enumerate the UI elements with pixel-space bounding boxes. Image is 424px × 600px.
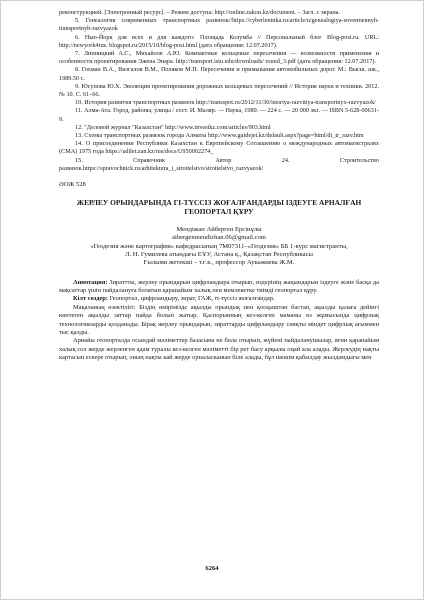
reference-item	[59, 66, 379, 82]
reference-text: Нью-Йорк для всех и для каждого: Площадь Колумба // Персональный блог Blog-post.ru. URL: http://newyork4rus. blogspot.ru/2015/10/blog-post.html (дата обращения: 12.07.2017).	[59, 33, 380, 49]
reference-number: 8.	[75, 66, 80, 74]
page-content	[59, 9, 379, 363]
reference-number: 12.	[75, 123, 83, 131]
supervisor: Ғылыми жетекші – т.ғ.к., профессор Аукажиева Ж.М.	[143, 259, 295, 267]
article-title: ЖЕРЛЕУ ОРЫНДАРЫНДА ГІ-ТҮССІЗ ЖОҒАЛҒАНДАРДЫ ІЗДЕУГЕ АРНАЛҒАН ГЕОПОРТАЛ ҚҰРУ	[76, 198, 362, 217]
reference-text: Схемы транспортных развязок города Алматы http://www.guidejet.kz/default.aspx?page=html/di_tr_razv.htm	[84, 132, 364, 140]
reference-item	[59, 17, 379, 33]
abstract-text: Зираттты, жерлеу орындарын цифрландыра отырып, өздерінің жақындарын іздеуге және басқа да мақсаттар үшін пайдалануға болатын қарапайым халық пен мемлекетке тиімді геопортал құру.	[59, 278, 379, 294]
reference-item	[59, 157, 379, 173]
reference-item	[59, 50, 379, 66]
reference-item	[59, 124, 379, 132]
abstract-label: Аннотация:	[73, 278, 108, 286]
reference-text: Алма-Ата. Город, районы, улицы / сост. И. Маляр. — Наука, 1989. — 224 с. — 20 000 экз. — ISBN 5-628-00631-9.	[59, 107, 379, 123]
reference-continuation: реконструкцией. [Электронный ресурс]. – Режим доступа: http://online.zakon.kz/document. – Загл. с экрана.	[59, 9, 340, 16]
reference-item	[59, 83, 379, 99]
reference-number: 7.	[75, 50, 80, 58]
reference-number: 14.	[75, 140, 83, 148]
reference-text: О присоединении Республики Казахстан к Европейскому Соглашению о международных автомагистралях (СМА) 1975 года https://adilet.zan.kz/rus/docs/U950002274_	[59, 140, 379, 156]
keywords-paragraph	[59, 295, 379, 303]
reference-number: 9.	[75, 82, 80, 90]
reference-item	[59, 34, 379, 50]
reference-list	[59, 9, 379, 173]
affiliation-department: «Геодезия және картография» кафедрасының 7М07311–«Геодезия» ББ 1-курс магистранты,	[90, 242, 348, 250]
author-email-link[interactable]: aibergenmendizhan.06@gmail.com	[172, 234, 266, 242]
keywords-label: Кілт сөздер:	[73, 295, 108, 303]
abstract-paragraph	[59, 279, 379, 296]
keywords-text: Геопортал, цифрландыру, зират, ГАЖ, гі-түссіз жоғалғандар.	[109, 295, 275, 303]
reference-number: 15.	[75, 156, 83, 164]
udc-code: ӘОЖ 528	[59, 181, 86, 189]
body-paragraph: Арнайы геопорталда осындай мәліметтер базасына не бола отырып, жүйені пайдаланушылар, яғни қарапайым халық сол жерде жерленген адам туралы кез-келген мәліметті бір рет басу арқылы оңай ала алады. Жерлеудің нақты картасын ескере отырып, оның нақты кай жерде орналасканын біле алады, бұл шешім қабылдау жылдамдығы мен	[59, 337, 379, 362]
author-block	[59, 226, 379, 267]
reference-number: 11.	[75, 107, 83, 115]
author-name: Мендіжан Айберген Ерсінұлы	[176, 226, 262, 234]
reference-number: 13.	[75, 132, 83, 140]
page-number: 6264	[205, 565, 219, 572]
reference-item	[59, 132, 379, 140]
reference-item	[59, 99, 379, 107]
reference-text: "Деловой журнал "Казахстан" http://www.investkz.com/articles/903.html	[84, 123, 271, 131]
abstract-section	[59, 279, 379, 363]
reference-text: Генеалогия современных транспортных развязок//https://cyberleninka.ru/article/n/genealogiya-sovremennyh-transportnyh-razvyazok	[59, 17, 379, 33]
affiliation-university: Л. Н. Гумилева атындағы ЕҰУ, Астана қ., Қазақстан Республикасы	[125, 250, 313, 258]
reference-text: Гохман В.А., Визгалов В.М., Поляков М.П. Пересечения и примыкания автомобильных дорог. М.: Высш. шк., 1989.50 с.	[59, 66, 380, 82]
reference-item	[59, 140, 379, 156]
reference-text: Юсупова Ю.Х. Эволюция проектирования дорожных кольцевых пересечений // История науки и техники. 2012. № 10. С. 61–66.	[59, 82, 380, 99]
reference-text: История развития транспортных развязок http://transspot.ru/2012/11/30/istoriya-razvitiya-transportnyx-razvyazok/	[84, 99, 376, 107]
reference-items	[59, 17, 379, 173]
reference-number: 5.	[75, 17, 80, 25]
intro-paragraph: Мақаланың өзектілігі: Біздің өміріміздє ақылды орындық пен қосқыштан бастап, ақылды қалаға дейінгі көптеген ақылды заттар пайда болып жатыр. Қаспорынның кез-келген маманы өз жұмысында цифрлық технологияларды қолданады. Бірақ жерлеу орындарын, зираттарды цифрландыру сияқты міндет цифрлық ағыммен тыс қалды.	[59, 303, 379, 336]
reference-text: Справочник Автор 24. Строительство развязок.https://spravochnick.ru/arhitektura_i_stroitelstvo/stroitelstvo_razvyazok/	[59, 156, 380, 172]
reference-text: Липницкий А.С., Михайлов А.Ю. Компактные кольцевые пересечения — возможности применения и особенности проектирования Эжена Энара. http://transport.istu.edu/downloads/ round_3.pdf (дата обращения: 12.07.2017).	[59, 50, 380, 66]
reference-number: 10.	[75, 99, 83, 107]
reference-item	[59, 107, 379, 123]
reference-number: 6.	[75, 33, 80, 41]
